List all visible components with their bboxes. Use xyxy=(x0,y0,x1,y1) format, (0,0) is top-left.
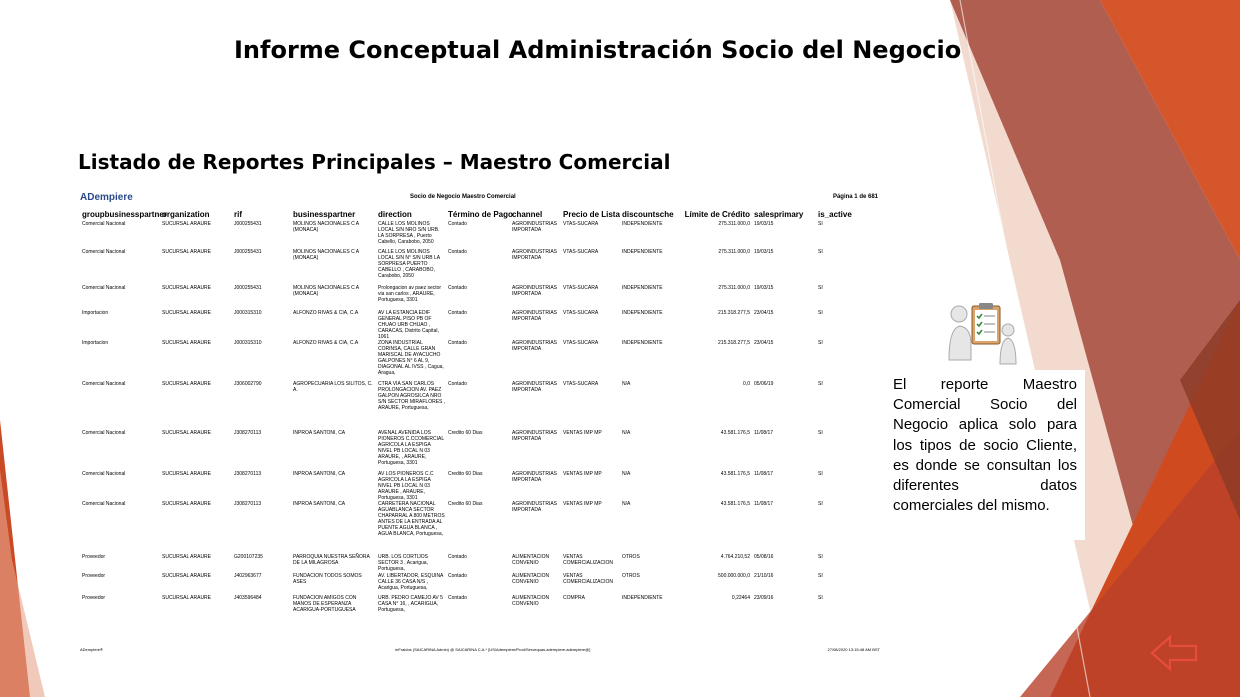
report-cell: SI xyxy=(818,310,823,316)
report-cell: VENTAS IMP MP xyxy=(563,471,602,477)
report-cell: FUNDACION AMIGOS CON MANOS DE ESPERANZA ACARIGUA-PORTUGUESA xyxy=(293,595,357,613)
report-cell: VTAS-SUCARA xyxy=(563,310,599,316)
report-cell: SUCURSAL ARAURE xyxy=(162,285,211,291)
report-cell: OTROS xyxy=(622,573,640,579)
report-cell: ALIMENTACION CONVENIO xyxy=(512,554,550,566)
report-cell: SUCURSAL ARAURE xyxy=(162,430,211,436)
report-cell: Contado xyxy=(448,381,467,387)
report-column-header: rif xyxy=(234,210,242,219)
report-cell: 275.311.000,0 xyxy=(718,221,750,227)
report-column-header: businesspartner xyxy=(293,210,356,219)
report-cell: J308270113 xyxy=(234,471,262,477)
report-cell: 05/06/19 xyxy=(754,381,774,387)
report-cell: VTAS-SUCARA xyxy=(563,340,599,346)
report-cell: Comercial Nacional xyxy=(82,285,126,291)
report-cell: SI xyxy=(818,285,823,291)
report-logo: ADempiere xyxy=(80,192,133,203)
report-cell: 23/09/16 xyxy=(754,595,774,601)
report-cell: Contado xyxy=(448,249,467,255)
report-cell: ALFONZO RIVAS & CIA, C.A xyxy=(293,310,359,316)
report-cell: J306002790 xyxy=(234,381,262,387)
report-cell: VENTAS COMERCIALIZACION xyxy=(563,573,614,585)
report-cell: SI xyxy=(818,595,823,601)
report-cell: Contado xyxy=(448,340,467,346)
report-cell: PARROQUIA NUESTRA SEÑORA DE LA MILAGROSA xyxy=(293,554,370,566)
report-column-header: salesprimary xyxy=(754,210,804,219)
report-cell: MOLINOS NACIONALES C A (MONACA) xyxy=(293,249,359,261)
report-cell: VTAS-SUCARA xyxy=(563,221,599,227)
report-cell: Comercial Nacional xyxy=(82,501,126,507)
report-cell: Contado xyxy=(448,554,467,560)
report-cell: AVENAL AVENIDA LOS PIONEROS C.CCOMERCIAL AGRICOLA LA ESPIGA NIVEL PB LOCAL N 03 ARAURE, , ARAURE, Portuguesa, 3301 xyxy=(378,430,444,466)
report-cell: AGROINDUSTRIAS IMPORTADA xyxy=(512,310,558,322)
report-cell: ALIMENTACION CONVENIO xyxy=(512,573,550,585)
report-cell: VENTAS IMP MP xyxy=(563,501,602,507)
report-cell: SUCURSAL ARAURE xyxy=(162,249,211,255)
report-cell: J308270113 xyxy=(234,501,262,507)
report-cell: COMPRA xyxy=(563,595,585,601)
report-cell: Comercial Nacional xyxy=(82,221,126,227)
report-cell: AGROINDUSTRIAS IMPORTADA xyxy=(512,430,558,442)
report-cell: AV. LIBERTADOR, ESQUINA CALLE 36 CASA N/S , Acarigua, Portuguesa, xyxy=(378,573,444,591)
report-column-header: discountsche xyxy=(622,210,674,219)
report-cell: INDEPENDIENTE xyxy=(622,221,663,227)
report-cell: Contado xyxy=(448,310,467,316)
report-cell: VENTAS IMP MP xyxy=(563,430,602,436)
report-cell: J000315310 xyxy=(234,310,262,316)
report-cell: J000315310 xyxy=(234,340,262,346)
report-cell: AGROINDUSTRIAS IMPORTADA xyxy=(512,471,558,483)
report-cell: J402963677 xyxy=(234,573,262,579)
report-cell: OTROS xyxy=(622,554,640,560)
report-cell: J000255431 xyxy=(234,249,262,255)
report-column-header: direction xyxy=(378,210,412,219)
report-cell: SUCURSAL ARAURE xyxy=(162,381,211,387)
report-cell: Importacion xyxy=(82,310,109,316)
report-cell: VTAS-SUCARA xyxy=(563,381,599,387)
report-cell: Proveedor xyxy=(82,573,106,579)
report-cell: SUCURSAL ARAURE xyxy=(162,554,211,560)
report-cell: Proveedor xyxy=(82,595,106,601)
report-cell: Credito 60 Dias xyxy=(448,501,483,507)
report-cell: 275.311.000,0 xyxy=(718,249,750,255)
slide-title: Informe Conceptual Administración Socio del Negocio xyxy=(234,36,962,64)
report-cell: 4.764.210,52 xyxy=(720,554,750,560)
report-cell: SI xyxy=(818,221,823,227)
report-cell: INPROA SANTONI, CA xyxy=(293,471,346,477)
report-cell: AGROINDUSTRIAS IMPORTADA xyxy=(512,249,558,261)
report-cell: AGROINDUSTRIAS IMPORTADA xyxy=(512,501,558,513)
report-cell: INDEPENDIENTE xyxy=(622,340,663,346)
report-cell: Contado xyxy=(448,285,467,291)
report-cell: Credito 60 Dias xyxy=(448,471,483,477)
checklist-figure-icon xyxy=(944,300,1018,366)
report-cell: AGROINDUSTRIAS IMPORTADA xyxy=(512,340,558,352)
report-cell: MOLINOS NACIONALES C A (MONACA) xyxy=(293,221,359,233)
report-cell: 43.581.176,5 xyxy=(720,471,750,477)
report-cell: G200107235 xyxy=(234,554,263,560)
report-page-number: Página 1 de 681 xyxy=(832,194,878,200)
report-cell: 11/08/17 xyxy=(754,430,774,436)
report-cell: CTRA VIA SAN CARLOS PROLONGACION AV. PAEZ GALPON AGROSILCA NRO S/N SECTOR MIRAFLORES , ARAURE, Portuguesa, xyxy=(378,381,446,411)
report-cell: INDEPENDIENTE xyxy=(622,310,663,316)
report-footer-left: ADempiere® xyxy=(80,647,103,652)
report-cell: SI xyxy=(818,340,823,346)
back-arrow-icon[interactable] xyxy=(1150,634,1198,672)
report-cell: 05/08/16 xyxy=(754,554,774,560)
report-cell: ALFONZO RIVAS & CIA, C.A xyxy=(293,340,359,346)
report-cell: 19/03/15 xyxy=(754,221,774,227)
report-cell: INPROA SANTONI, CA xyxy=(293,501,346,507)
report-cell: CALLE LOS MOLINOS LOCAL S/N N° S/N URB LA SORPRESA PUERTO CABELLO , CARABOBO, Carabobo, 2050 xyxy=(378,249,440,279)
report-column-header: Límite de Crédito xyxy=(684,210,750,219)
report-cell: Contado xyxy=(448,595,467,601)
report-footer xyxy=(80,190,880,660)
report-cell: 0,22464 xyxy=(731,595,750,601)
report-cell: SI xyxy=(818,471,823,477)
report-cell: Importacion xyxy=(82,340,109,346)
report-column-header: Término de Pago xyxy=(448,210,513,219)
report-cell: 21/10/16 xyxy=(754,573,774,579)
report-title: Socio de Negocio Maestro Comercial xyxy=(410,194,516,200)
report-cell: INPROA SANTONI, CA xyxy=(293,430,346,436)
report-description: El reporte Maestro Comercial Socio del Negocio aplica solo para los tipos de socio Cliente, es donde se consultan los diferentes datos comerciales del mismo. xyxy=(893,376,1077,515)
report-cell: CARRETERA NACIONAL AGUABLANCA SECTOR CHAPARRAL A 800 METROS ANTES DE LA ENTRADA AL PUENTE AGUA BLANCA , AGUA BLANCA, Portuguesa, xyxy=(378,501,445,537)
report-column-header: is_active xyxy=(818,210,852,219)
report-column-header: organization xyxy=(162,210,210,219)
report-cell: INDEPENDIENTE xyxy=(622,285,663,291)
report-cell: 23/04/15 xyxy=(754,340,774,346)
report-cell: SUCURSAL ARAURE xyxy=(162,340,211,346)
report-cell: J000255431 xyxy=(234,285,262,291)
report-cell: SUCURSAL ARAURE xyxy=(162,573,211,579)
report-cell: ALIMENTACION CONVENIO xyxy=(512,595,550,607)
report-cell: Proveedor xyxy=(82,554,106,560)
report-cell: SUCURSAL ARAURE xyxy=(162,501,211,507)
report-cell: 215.318.277,5 xyxy=(718,340,750,346)
report-cell: URB. PEDRO CAMEJO AV 5 CASA N° 16, , ACARIGUA, Portuguesa, xyxy=(378,595,443,613)
report-cell: VENTAS COMERCIALIZACION xyxy=(563,554,614,566)
report-cell: AGROINDUSTRIAS IMPORTADA xyxy=(512,221,558,233)
report-cell: 500.000.000,0 xyxy=(718,573,750,579)
report-cell: Comercial Nacional xyxy=(82,381,126,387)
report-cell: VTAS-SUCARA xyxy=(563,285,599,291)
report-cell: N/A xyxy=(622,501,631,507)
report-cell: 43.581.176,5 xyxy=(720,430,750,436)
report-cell: SUCURSAL ARAURE xyxy=(162,221,211,227)
report-cell: 11/08/17 xyxy=(754,501,774,507)
report-cell: INDEPENDIENTE xyxy=(622,249,663,255)
report-cell: J000255431 xyxy=(234,221,262,227)
report-cell: 275.311.000,0 xyxy=(718,285,750,291)
report-cell: SUCURSAL ARAURE xyxy=(162,310,211,316)
report-cell: SUCURSAL ARAURE xyxy=(162,471,211,477)
report-cell: Contado xyxy=(448,221,467,227)
report-cell: VTAS-SUCARA xyxy=(563,249,599,255)
report-cell: N/A xyxy=(622,381,631,387)
report-column-header: channel xyxy=(512,210,543,219)
report-cell: MOLINOS NACIONALES C A (MONACA) xyxy=(293,285,359,297)
report-cell: Comercial Nacional xyxy=(82,249,126,255)
report-cell: Credito 60 Dias xyxy=(448,430,483,436)
report-cell: ZONA INDUSTRIAL CORINSA, CALLE GRAN MARISCAL DE AYACUCHO GALPONES N° 6 AL 9, DIAGONAL AL IVSS , Cagua, Aragua, xyxy=(378,340,444,376)
report-cell: FUNDACION TODOS SOMOS ASES xyxy=(293,573,362,585)
report-cell: Prolongacion av paez sector via san carlos , ARAURE, Portuguesa, 3301 xyxy=(378,285,442,303)
report-cell: AV LA ESTANCIA EDIF GENERAL PISO PB OF CHUAO URB CHUAO , CARACAS, Distrito Capital, 1061 xyxy=(378,310,439,340)
report-cell: AGROINDUSTRIAS IMPORTADA xyxy=(512,381,558,393)
report-cell: J403596484 xyxy=(234,595,262,601)
report-cell: SI xyxy=(818,573,823,579)
report-cell: INDEPENDIENTE xyxy=(622,595,663,601)
report-cell: Comercial Nacional xyxy=(82,471,126,477)
report-cell: AGROINDUSTRIAS IMPORTADA xyxy=(512,285,558,297)
report-footer-right: 27/08/2020 13:15:48 AM BST xyxy=(827,647,880,652)
slide-subtitle: Listado de Reportes Principales – Maestro Comercial xyxy=(78,150,671,174)
report-cell: AV LOS PIONEROS C.C AGRICOLA LA ESPIGA NIVEL PB LOCAL N 03 ARAURE , ARAURE, Portuguesa, 3301 xyxy=(378,471,434,501)
report-cell: Comercial Nacional xyxy=(82,430,126,436)
report-column-header: Precio de Lista xyxy=(563,210,620,219)
report-cell: 11/08/17 xyxy=(754,471,774,477)
report-cell: 0,0 xyxy=(743,381,750,387)
report-cell: URB. LOS CORTIJOS SECTOR 3 , Acarigua, Portuguesa, xyxy=(378,554,428,572)
report-cell: 43.581.176,5 xyxy=(720,501,750,507)
report-cell: J308270113 xyxy=(234,430,262,436)
report-cell: SI xyxy=(818,381,823,387)
report-cell: N/A xyxy=(622,430,631,436)
report-cell: SI xyxy=(818,501,823,507)
report-footer-center: mFraidos (SAICARINA Admin) @ SAICARINA C.A.* [US/Adempiere/Prod/Servequas.adempiere.adempiere@] xyxy=(395,647,591,652)
report-cell: 19/03/15 xyxy=(754,285,774,291)
report-cell: 23/04/15 xyxy=(754,310,774,316)
report-cell: Contado xyxy=(448,573,467,579)
report-cell: AGROPECUARIA LOS SILITOS, C. A. xyxy=(293,381,373,393)
report-preview xyxy=(80,190,880,660)
report-cell: SUCURSAL ARAURE xyxy=(162,595,211,601)
report-cell: SI xyxy=(818,249,823,255)
report-cell: CALLE LOS MOLINOS LOCAL S/N NRO S/N URB. LA SORPRESA , Puerto Cabello, Carabobo, 2050 xyxy=(378,221,440,245)
report-cell: 19/03/15 xyxy=(754,249,774,255)
report-cell: SI xyxy=(818,430,823,436)
report-column-header: groupbusinesspartner xyxy=(82,210,167,219)
report-cell: SI xyxy=(818,554,823,560)
report-cell: N/A xyxy=(622,471,631,477)
report-cell: 215.318.277,5 xyxy=(718,310,750,316)
